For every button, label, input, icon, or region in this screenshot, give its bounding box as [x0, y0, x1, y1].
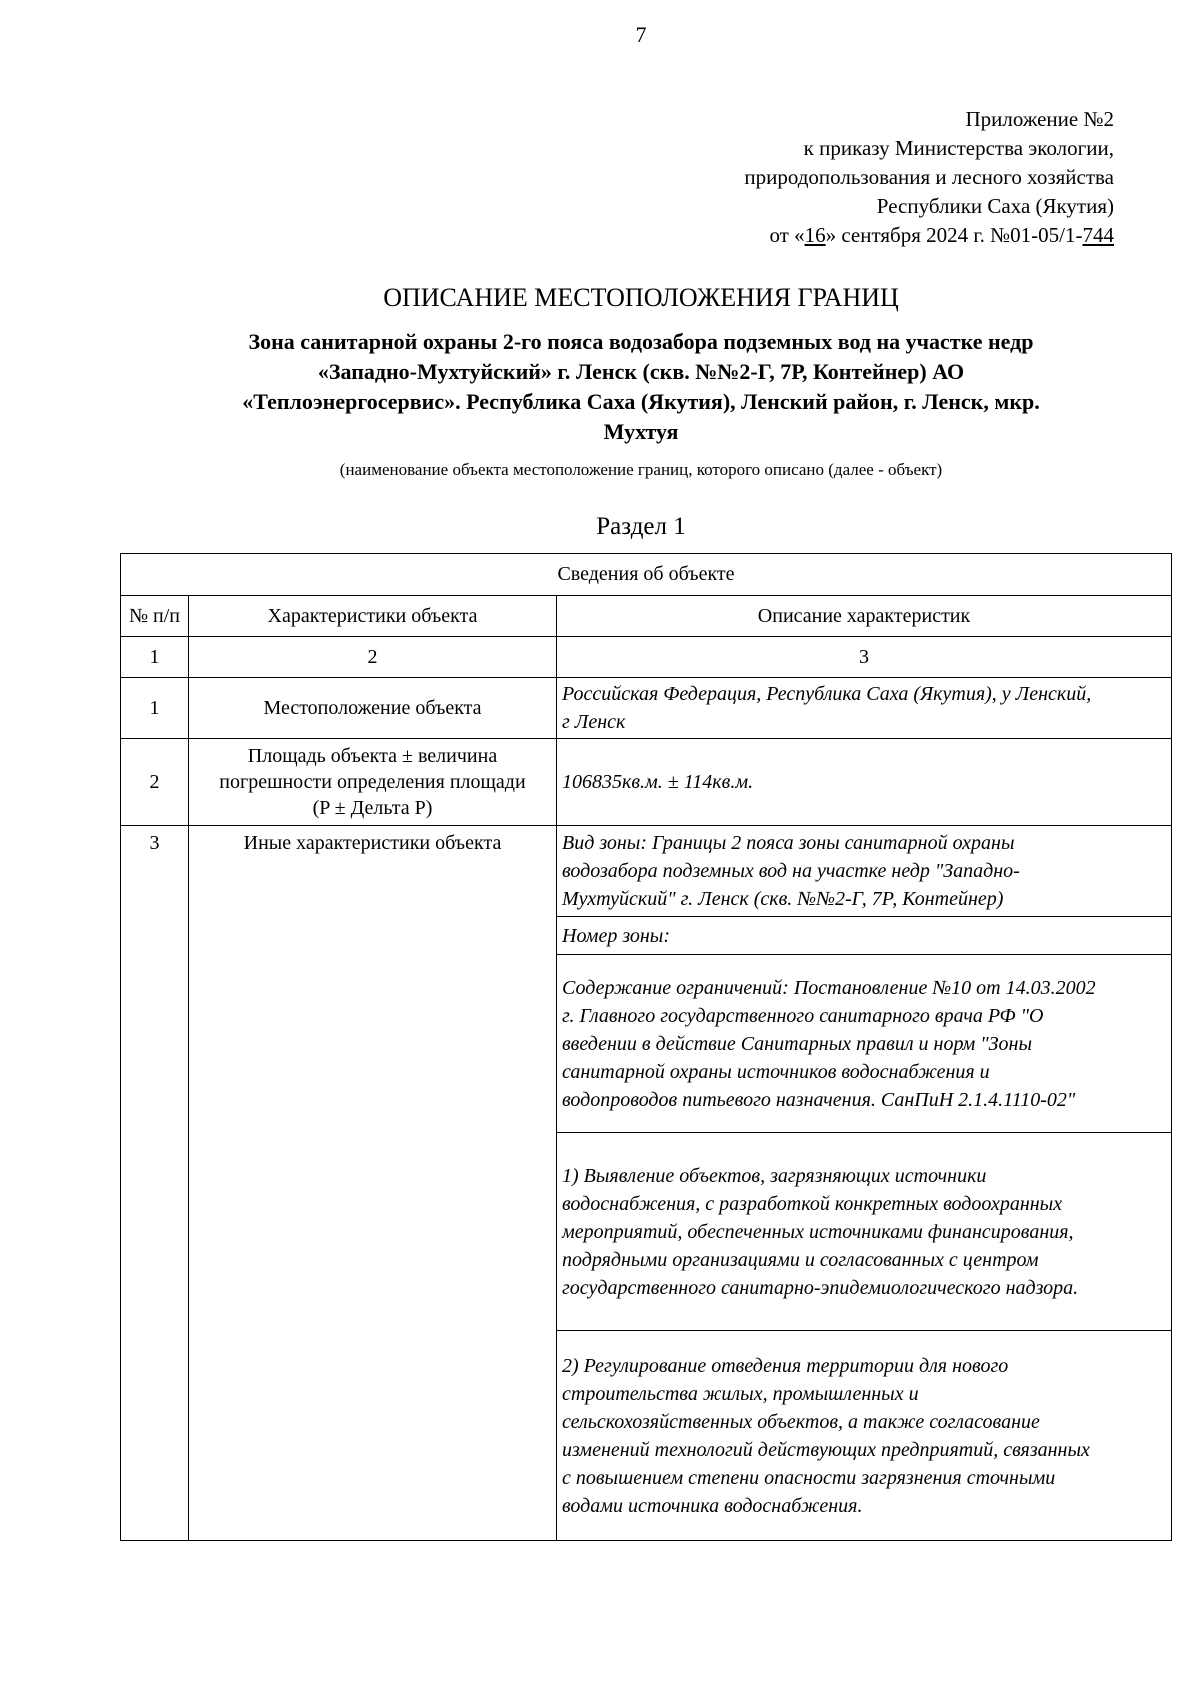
text-line: 1) Выявление объектов, загрязняющих источники — [562, 1164, 987, 1187]
text-line: с повышением степени опасности загрязнения сточными — [562, 1466, 1056, 1489]
column-number: 2 — [189, 637, 557, 678]
text-line: санитарной охраны источников водоснабжения и — [562, 1060, 990, 1083]
text-line: водами источника водоснабжения. — [562, 1494, 863, 1517]
restrictions-cell — [557, 955, 1172, 1133]
header-description: Описание характеристик — [557, 596, 1172, 637]
text-line: водоснабжения, с разработкой конкретных водоохранных — [562, 1192, 1063, 1215]
table-row — [121, 678, 1172, 739]
row-area-value: 106835кв.м. ± 114кв.м. — [557, 739, 1172, 826]
table-caption-row — [121, 554, 1172, 596]
appendix-block — [744, 105, 1114, 250]
table-caption: Сведения об объекте — [121, 554, 1172, 596]
text-line: г Ленск — [562, 711, 626, 733]
object-name-line: «Теплоэнергосервис». Республика Саха (Якутия), Ленский район, г. Ленск, мкр. — [242, 389, 1040, 414]
text-line: подрядными организациями и согласованных с центром — [562, 1248, 1039, 1271]
zone-number-cell: Номер зоны: — [557, 917, 1172, 955]
text-line: водопроводов питьевого назначения. СанПиН 2.1.4.1110-02" — [562, 1088, 1076, 1111]
appendix-line: Республики Саха (Якутия) — [876, 194, 1114, 218]
date-middle: » сентября 2024 г. №01-05/1- — [825, 223, 1083, 247]
row-characteristic: Местоположение объекта — [189, 678, 557, 739]
text-line: строительства жилых, промышленных и — [562, 1382, 919, 1405]
appendix-line: природопользования и лесного хозяйства — [744, 165, 1114, 189]
text-line: изменений технологий действующих предприятий, связанных — [562, 1438, 1090, 1461]
text-line: (P ± Дельта P) — [312, 797, 433, 819]
zone-type-cell — [557, 826, 1172, 917]
measure-item-2 — [557, 1331, 1172, 1541]
date-prefix: от « — [769, 223, 805, 247]
text-line: введении в действие Санитарных правил и норм "Зоны — [562, 1032, 1032, 1055]
text-line: сельскохозяйственных объектов, а также согласование — [562, 1410, 1040, 1433]
column-numbers-row — [121, 637, 1172, 678]
text-line: Площадь объекта ± величина — [247, 745, 498, 767]
row-characteristic — [189, 739, 557, 826]
header-characteristics: Характеристики объекта — [189, 596, 557, 637]
section-title: Раздел 1 — [596, 513, 686, 540]
order-number-suffix: 744 — [1082, 223, 1114, 247]
text-line: Вид зоны: Границы 2 пояса зоны санитарной охраны — [562, 832, 1015, 854]
column-number: 3 — [557, 637, 1172, 678]
column-number: 1 — [121, 637, 189, 678]
object-caption: (наименование объекта местоположение границ, которого описано (далее - объект) — [339, 460, 943, 479]
table-header-row — [121, 596, 1172, 637]
text-line: Российская Федерация, Республика Саха (Якутия), у Ленский, — [562, 683, 1092, 705]
text-line: Содержание ограничений: Постановление №10 от 14.03.2002 — [562, 976, 1096, 999]
document-title: ОПИСАНИЕ МЕСТОПОЛОЖЕНИЯ ГРАНИЦ — [383, 283, 899, 312]
page-number: 7 — [635, 22, 647, 47]
row-characteristic: Иные характеристики объекта — [189, 826, 557, 1541]
text-line: Мухтуйский" г. Ленск (скв. №№2-Г, 7Р, Контейнер) — [562, 888, 1004, 910]
appendix-line: Приложение №2 — [965, 107, 1114, 131]
text-line: 2) Регулирование отведения территории для нового — [562, 1354, 1009, 1377]
object-name-line: «Западно-Мухтуйский» г. Ленск (скв. №№2-Г, 7Р, Контейнер) АО — [317, 359, 965, 384]
row-number: 1 — [121, 678, 189, 739]
text-line: водозабора подземных вод на участке недр "Западно- — [562, 860, 1020, 882]
appendix-date-line — [744, 221, 1114, 250]
table-row — [121, 739, 1172, 826]
text-line: погрешности определения площади — [219, 771, 526, 793]
header-number: № п/п — [121, 596, 189, 637]
text-line: мероприятий, обеспеченных источниками финансирования, — [562, 1220, 1074, 1243]
date-day: 16 — [804, 223, 826, 247]
row-number: 3 — [121, 826, 189, 1541]
object-name-line: Мухтуя — [603, 419, 679, 444]
row-number: 2 — [121, 739, 189, 826]
row-location-value — [557, 678, 1172, 739]
text-line: г. Главного государственного санитарного врача РФ "О — [562, 1004, 1044, 1027]
text-line: государственного санитарно-эпидемиологического надзора. — [562, 1276, 1079, 1299]
table-row — [121, 826, 1172, 917]
object-info-table — [120, 553, 1172, 1541]
measure-item-1 — [557, 1133, 1172, 1331]
object-name-line: Зона санитарной охраны 2-го пояса водозабора подземных вод на участке недр — [248, 329, 1034, 354]
appendix-line: к приказу Министерства экологии, — [803, 136, 1114, 160]
object-name — [175, 327, 1107, 447]
